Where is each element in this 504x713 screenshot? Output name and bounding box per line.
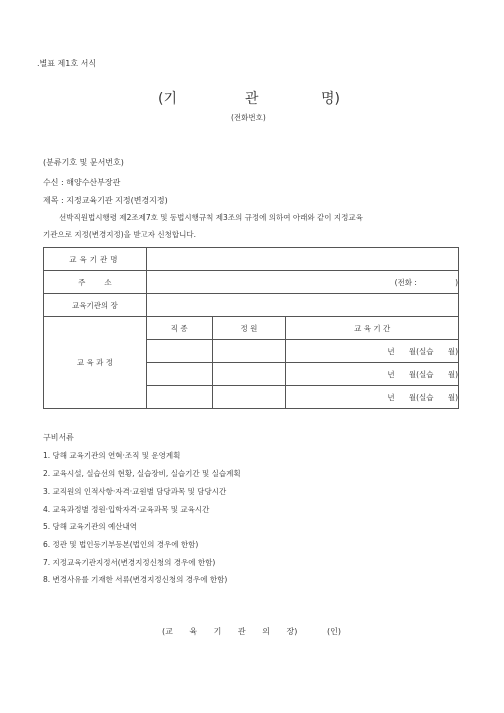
application-table — [43, 247, 459, 409]
list-item: 7. 지정교육기관지정서(변경지정신청의 경우에 한함) — [43, 558, 216, 567]
address-label: 주 소 — [44, 271, 147, 294]
subject-line: 제목 : 지정교육기관 지정(변경지정) — [43, 196, 168, 205]
col-period-header: 교 육 기 간 — [286, 317, 459, 340]
institution-name-value[interactable] — [146, 248, 458, 271]
list-item: 4. 교육과정별 정원·입학자격·교육과목 및 교육시간 — [43, 505, 210, 514]
period-cell[interactable]: 년 월(실습 월) — [286, 386, 459, 409]
title-middle: 관 — [245, 91, 259, 107]
quota-cell[interactable] — [212, 363, 286, 386]
list-item: 5. 당해 교육기관의 예산내역 — [43, 522, 138, 531]
classification-line: (분류기호 및 문서번호) — [43, 158, 124, 167]
table-row — [44, 317, 459, 340]
list-item: 1. 당해 교육기관의 연혁·조직 및 운영계획 — [43, 451, 181, 460]
period-cell[interactable]: 년 월(실습 월) — [286, 363, 459, 386]
signature-line: (교 육 기 관 의 장) — [162, 627, 298, 636]
list-item: 6. 정관 및 법인등기부등본(법인의 경우에 한함) — [43, 540, 199, 549]
job-cell[interactable] — [146, 386, 212, 409]
job-cell[interactable] — [146, 340, 212, 363]
head-label: 교육기관의 장 — [44, 294, 147, 317]
col-quota-header: 정 원 — [212, 317, 286, 340]
period-cell[interactable]: 년 월(실습 월) — [286, 340, 459, 363]
table-row — [44, 248, 459, 271]
list-item: 2. 교육시설, 실습선의 현황, 실습장비, 실습기간 및 실습계획 — [43, 469, 241, 478]
course-label: 교 육 과 정 — [44, 317, 147, 409]
phone-caption: (전화번호) — [231, 113, 266, 122]
seal-mark: (인) — [327, 627, 341, 636]
job-cell[interactable] — [146, 363, 212, 386]
col-job-header: 직 종 — [146, 317, 212, 340]
body-line-2: 기관으로 지정(변경지정)을 받고자 신청합니다. — [43, 230, 197, 239]
body-line-1: 선박직원법시행령 제2조제7호 및 동법시행규칙 제3조의 규정에 의하여 아래와 같이 지정교육 — [59, 213, 363, 222]
attachments-title: 구비서류 — [43, 433, 74, 442]
quota-cell[interactable] — [212, 340, 286, 363]
title-right: 명) — [321, 91, 340, 107]
list-item: 3. 교직원의 인적사항·자격·교원별 담당과목 및 담당시간 — [43, 487, 227, 496]
list-item: 8. 변경사유를 기재한 서류(변경지정신청의 경우에 한함) — [43, 575, 228, 584]
address-phone[interactable]: (전화 : ) — [146, 271, 458, 294]
recipient-line: 수신 : 해양수산부장관 — [43, 178, 121, 187]
table-row — [44, 271, 459, 294]
quota-cell[interactable] — [212, 386, 286, 409]
form-label: .별표 제1호 서식 — [37, 59, 97, 68]
institution-name-label: 교육기관명 — [44, 248, 147, 271]
head-value[interactable] — [146, 294, 458, 317]
title-left: (기 — [158, 91, 177, 107]
table-row — [44, 294, 459, 317]
